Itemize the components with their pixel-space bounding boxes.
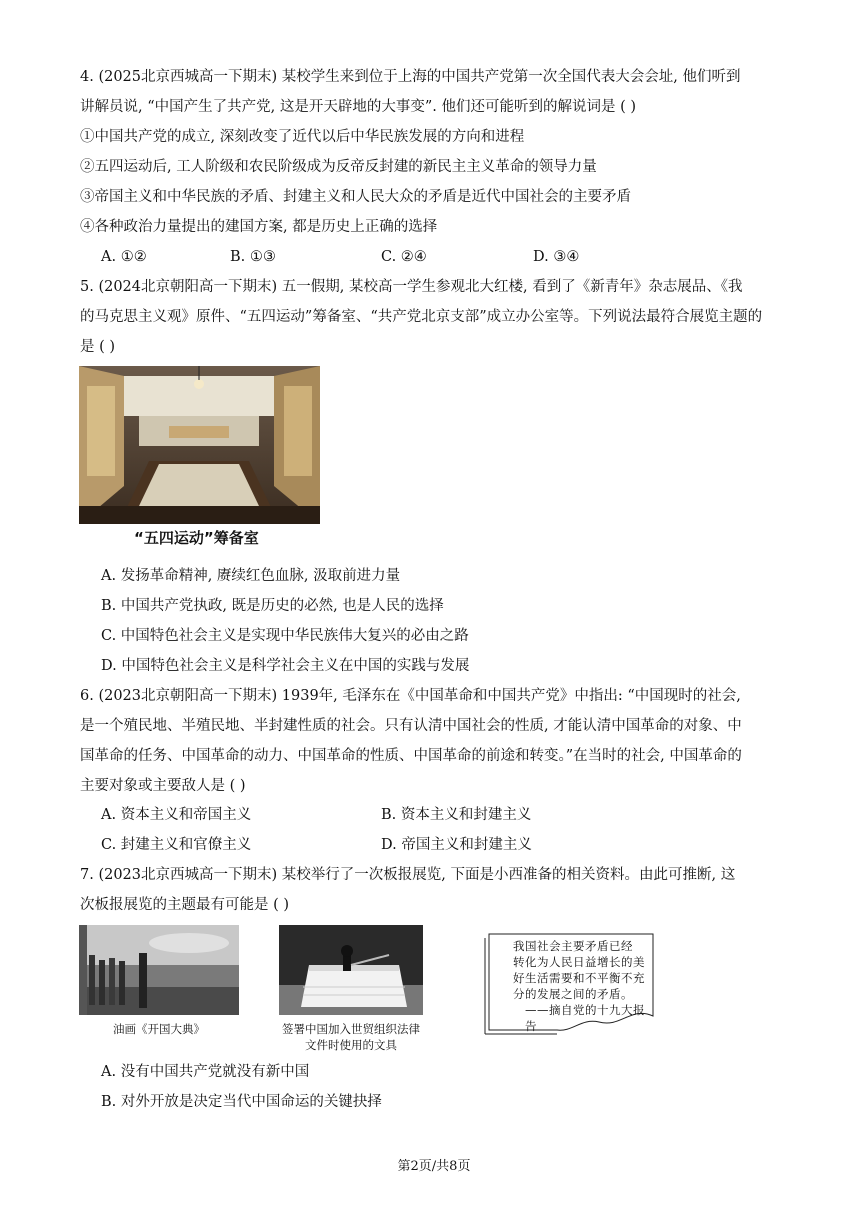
q6-stem-line1: 6. (2023北京朝阳高一下期末) 1939年, 毛泽东在《中国革命和中国共产党》中指出: “中国现时的社会,	[80, 688, 741, 704]
founding-ceremony-painting	[79, 925, 239, 1015]
q4-stem-line1: 4. (2025北京西城高一下期末) 某校学生来到位于上海的中国共产党第一次全国代表大会会址, 他们听到	[80, 69, 741, 85]
q5-option-b[interactable]: B. 中国共产党执政, 既是历史的必然, 也是人民的选择	[101, 598, 444, 614]
q4-option-c[interactable]: C. ②④	[381, 249, 427, 265]
quote-source: ——摘自党的十九大报告	[525, 1003, 645, 1033]
q6-option-d[interactable]: D. 帝国主义和封建主义	[381, 837, 532, 853]
q6-option-b[interactable]: B. 资本主义和封建主义	[381, 807, 532, 823]
preparation-room-photo	[79, 366, 320, 524]
q5-option-c[interactable]: C. 中国特色社会主义是实现中华民族伟大复兴的必由之路	[101, 628, 469, 644]
report-quote-card	[481, 932, 657, 1036]
q4-option-b[interactable]: B. ①③	[230, 249, 276, 265]
q5-option-d[interactable]: D. 中国特色社会主义是科学社会主义在中国的实践与发展	[101, 658, 470, 674]
q5-stem-line1: 5. (2024北京朝阳高一下期末) 五一假期, 某校高一学生参观北大红楼, 看到了《新青年》杂志展品、《我	[80, 279, 743, 295]
q6-stem-line4: 主要对象或主要敌人是 ( )	[80, 778, 246, 794]
quote-line-4: 分的发展之间的矛盾。	[513, 987, 633, 1001]
q4-statement-1: ①中国共产党的成立, 深刻改变了近代以后中华民族发展的方向和进程	[80, 129, 525, 145]
quote-line-1: 我国社会主要矛盾已经	[513, 939, 633, 953]
q5-image-caption: “五四运动”筹备室	[134, 529, 259, 547]
q7-image2-caption-line2: 文件时使用的文具	[305, 1038, 397, 1052]
q7-stem-line2: 次板报展览的主题最有可能是 ( )	[80, 897, 290, 913]
q4-statement-3: ③帝国主义和中华民族的矛盾、封建主义和人民大众的矛盾是近代中国社会的主要矛盾	[80, 189, 631, 205]
q4-option-d[interactable]: D. ③④	[533, 249, 580, 265]
q4-option-a[interactable]: A. ①②	[101, 249, 147, 265]
q7-image1-caption: 油画《开国大典》	[113, 1022, 205, 1036]
q6-option-a[interactable]: A. 资本主义和帝国主义	[101, 807, 252, 823]
quote-line-3: 好生活需要和不平衡不充	[513, 971, 645, 985]
wto-signing-stationery-photo	[279, 925, 423, 1015]
q5-stem-line3: 是 ( )	[80, 339, 116, 355]
q4-stem-line2: 讲解员说, “中国产生了共产党, 这是开天辟地的大事变”. 他们还可能听到的解说词是 ( )	[80, 99, 637, 115]
q6-stem-line3: 国革命的任务、中国革命的动力、中国革命的性质、中国革命的前途和转变。”在当时的社会, 中国革命的	[80, 748, 742, 764]
q7-stem-line1: 7. (2023北京西城高一下期末) 某校举行了一次板报展览, 下面是小西准备的相关资料。由此可推断, 这	[80, 867, 736, 883]
q6-option-c[interactable]: C. 封建主义和官僚主义	[101, 837, 252, 853]
quote-line-2: 转化为人民日益增长的美	[513, 955, 645, 969]
q5-option-a[interactable]: A. 发扬革命精神, 赓续红色血脉, 汲取前进力量	[101, 568, 401, 584]
q6-stem-line2: 是一个殖民地、半殖民地、半封建性质的社会。只有认清中国社会的性质, 才能认清中国革命的对象、中	[80, 718, 742, 734]
q5-stem-line2: 的马克思主义观》原件、“五四运动”筹备室、“共产党北京支部”成立办公室等。下列说法最符合展览主题的	[80, 309, 763, 325]
q4-statement-4: ④各种政治力量提出的建国方案, 都是历史上正确的选择	[80, 219, 438, 235]
page-footer: 第2页/共8页	[397, 1159, 471, 1174]
q7-option-a[interactable]: A. 没有中国共产党就没有新中国	[101, 1064, 310, 1080]
q7-option-b[interactable]: B. 对外开放是决定当代中国命运的关键抉择	[101, 1094, 382, 1110]
q4-statement-2: ②五四运动后, 工人阶级和农民阶级成为反帝反封建的新民主主义革命的领导力量	[80, 159, 597, 175]
q7-image2-caption-line1: 签署中国加入世贸组织法律	[282, 1022, 420, 1036]
